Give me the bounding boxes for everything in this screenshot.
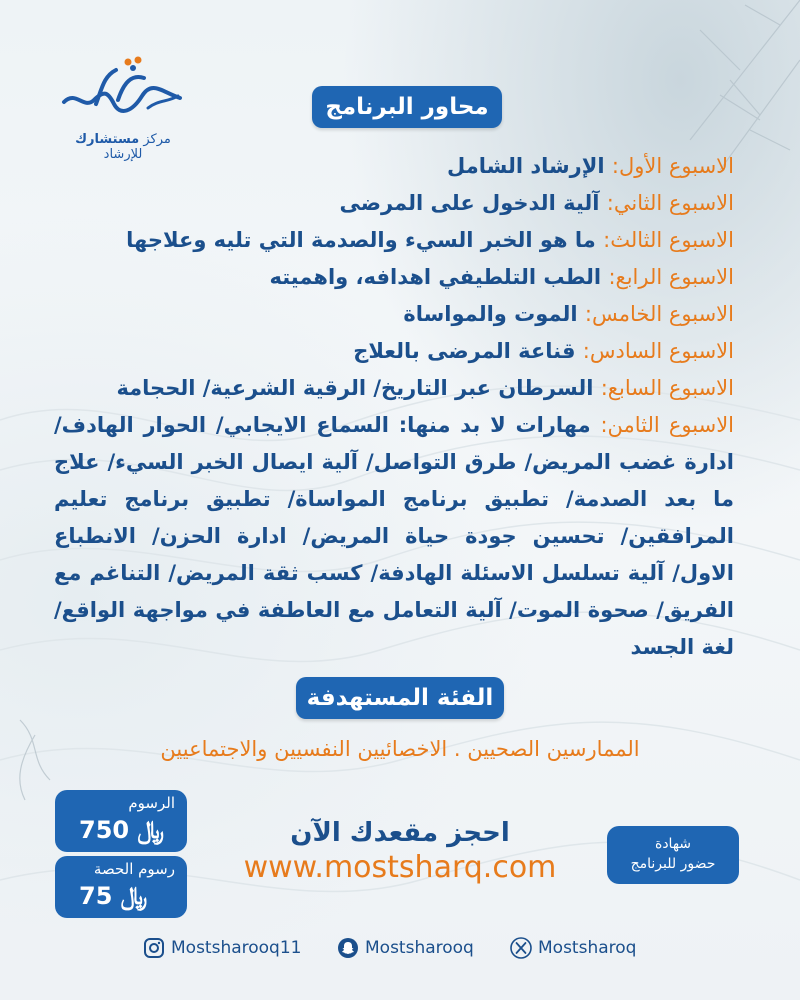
week-label: الاسبوع الثامن: bbox=[600, 413, 735, 437]
fees-label: الرسوم bbox=[128, 794, 175, 812]
logo-brand: مستشارك bbox=[75, 132, 140, 147]
week-8 bbox=[54, 407, 734, 666]
x-handle[interactable] bbox=[510, 934, 636, 962]
week-5 bbox=[54, 296, 734, 333]
snapchat-handle[interactable] bbox=[337, 934, 474, 962]
week-text: ما هو الخبر السيء والصدمة التي تليه وعلاجها bbox=[126, 228, 596, 252]
instagram-icon bbox=[143, 937, 165, 959]
session-fee-badge bbox=[55, 856, 187, 918]
week-text: قناعة المرضى بالعلاج bbox=[353, 339, 576, 363]
website-link[interactable]: www.mostsharq.com bbox=[243, 850, 557, 885]
week-text: الموت والمواساة bbox=[403, 302, 578, 326]
session-fee-label: رسوم الحصة bbox=[93, 860, 175, 878]
week-4 bbox=[54, 259, 734, 296]
week-2 bbox=[54, 185, 734, 222]
week-label: الاسبوع السابع: bbox=[600, 376, 734, 400]
week-text: السرطان عبر التاريخ/ الرقية الشرعية/ الحجامة bbox=[116, 376, 594, 400]
week-text: الطب التلطيفي اهدافه، واهميته bbox=[269, 265, 602, 289]
fees-value: 750 ﷼ bbox=[79, 816, 165, 844]
week-text: آلية الدخول على المرضى bbox=[339, 191, 600, 215]
week-7 bbox=[54, 370, 734, 407]
logo-prefix: مركز bbox=[143, 132, 171, 147]
certificate-line1: شهادة bbox=[654, 836, 692, 852]
week-6 bbox=[54, 333, 734, 370]
week-label: الاسبوع الثالث: bbox=[603, 228, 734, 252]
target-audience-text: الممارسين الصحيين . الاخصائيين النفسيين والاجتماعيين bbox=[160, 737, 640, 761]
logo bbox=[58, 52, 188, 162]
fees-badge bbox=[55, 790, 187, 852]
week-label: الاسبوع الأول: bbox=[611, 154, 734, 178]
certificate-line2: حضور للبرنامج bbox=[630, 856, 716, 872]
snapchat-text: Mostsharooq bbox=[365, 938, 474, 958]
week-label: الاسبوع السادس: bbox=[582, 339, 734, 363]
x-text: Mostsharoq bbox=[538, 938, 637, 958]
week-3 bbox=[54, 222, 734, 259]
instagram-handle[interactable] bbox=[143, 934, 301, 962]
week-text: الإرشاد الشامل bbox=[446, 154, 605, 178]
instagram-text: Mostsharooq11 bbox=[171, 938, 302, 958]
logo-suffix: للإرشاد bbox=[103, 147, 143, 162]
booking-call: احجز مقعدك الآن bbox=[290, 818, 510, 848]
week-label: الاسبوع الخامس: bbox=[584, 302, 734, 326]
x-icon bbox=[510, 937, 532, 959]
week-label: الاسبوع الثاني: bbox=[606, 191, 734, 215]
program-title: محاور البرنامج bbox=[312, 86, 502, 128]
session-fee-value: 75 ﷼ bbox=[79, 882, 148, 910]
week-1 bbox=[54, 148, 734, 185]
certificate-badge bbox=[607, 826, 739, 884]
week-text: مهارات لا بد منها: السماع الايجابي/ الحوار الهادف/ ادارة غضب المريض/ طرق التواصل/ آلية ايصال الخبر السيء/ علاج ما بعد الصدمة/ تطبيق برنامج المواساة/ تطبيق برنامج تعليم المرافقين/ تحسين جودة حياة المريض/ ادارة الحزن/ الانطباع الاول/ آلية تسلسل الاسئلة الهادفة/ كسب ثقة المريض/ التناغم مع الفريق/ صحوة الموت/ آلية التعامل مع العاطفة في مواجهة الواقع/ لغة الجسد bbox=[54, 413, 734, 659]
weeks-list bbox=[54, 148, 734, 666]
week-label: الاسبوع الرابع: bbox=[608, 265, 734, 289]
logo-mark bbox=[58, 52, 188, 128]
snapchat-icon bbox=[337, 937, 359, 959]
target-audience-title: الفئة المستهدفة bbox=[296, 677, 504, 719]
